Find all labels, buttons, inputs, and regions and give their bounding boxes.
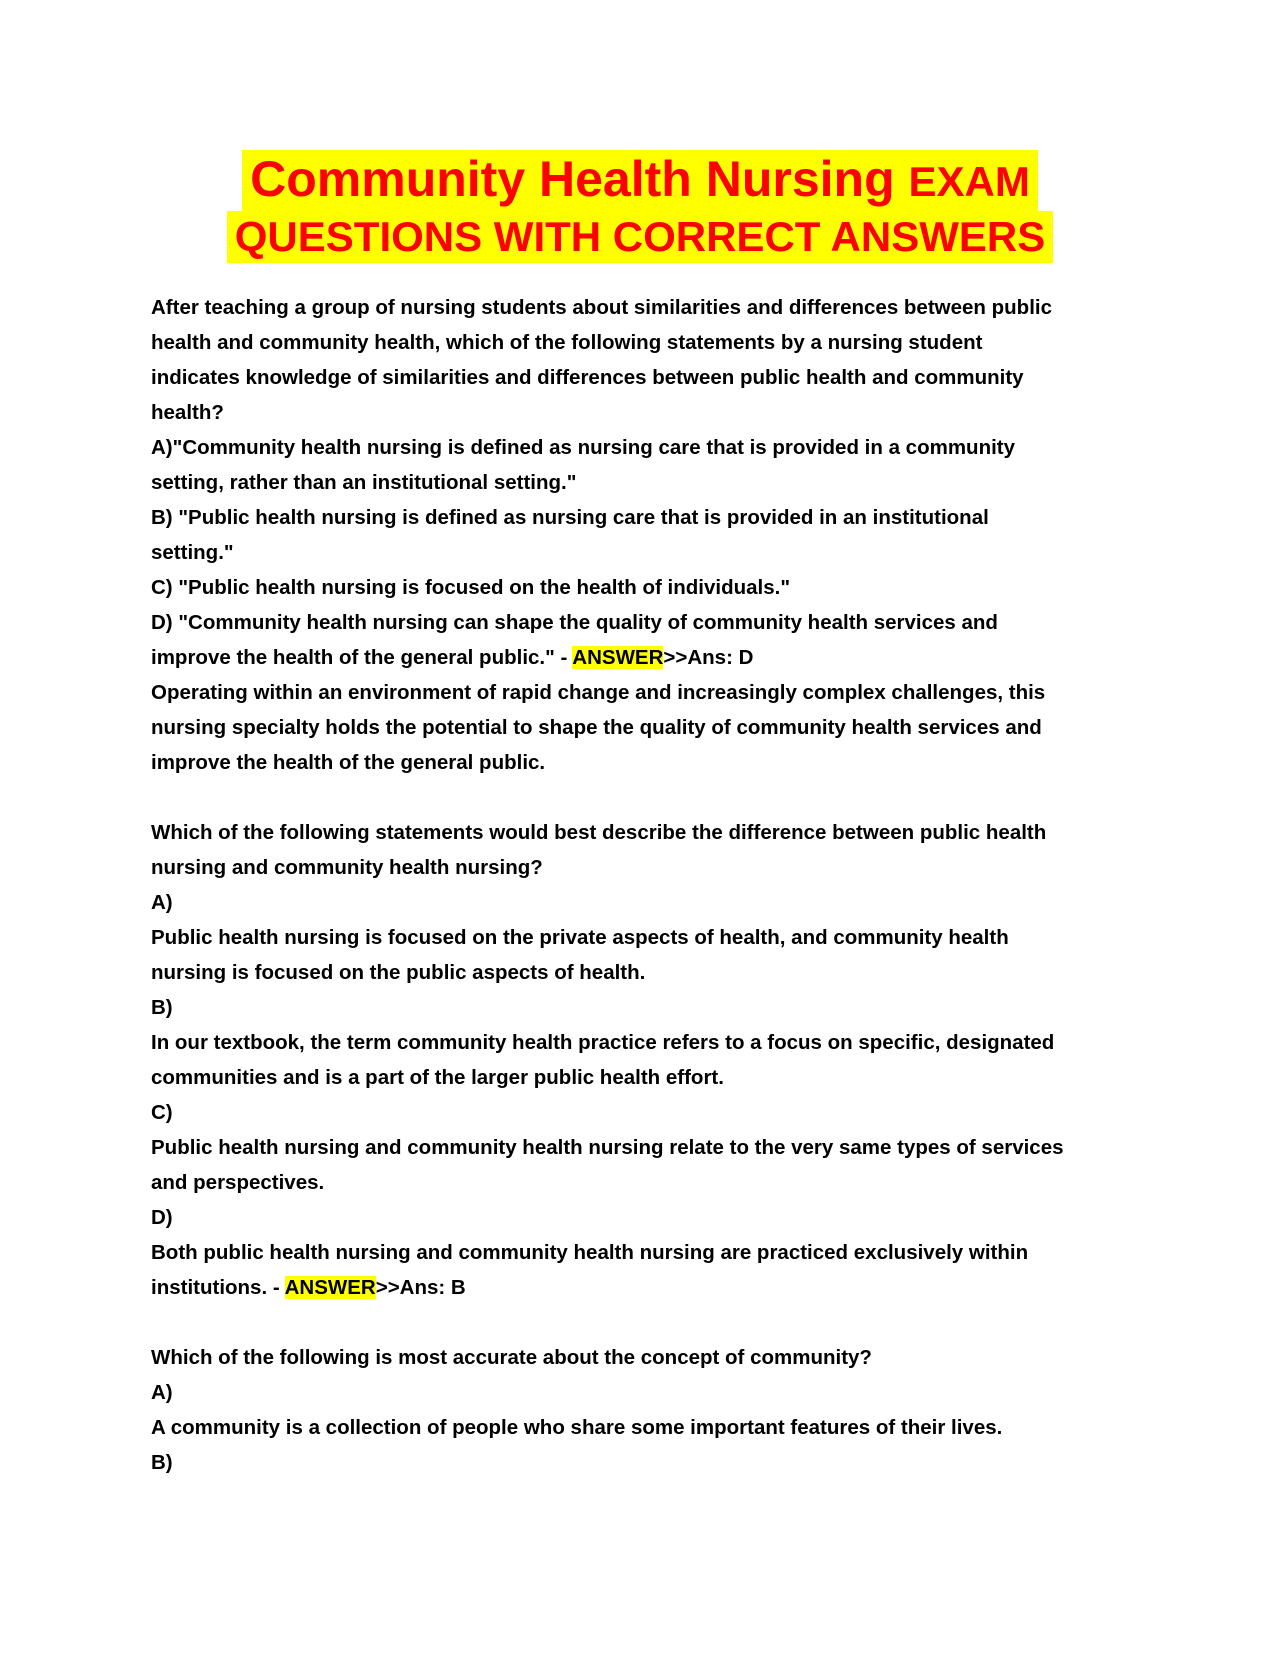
rationale-line: Operating within an environment of rapid change and increasingly complex challenges, this <box>151 681 1046 704</box>
question-block-2 <box>151 815 1141 1305</box>
rationale-line: nursing specialty holds the potential to shape the quality of community health services and <box>151 716 1042 739</box>
answer-value: >>Ans: B <box>375 1276 466 1299</box>
answer-value: >>Ans: D <box>663 646 754 669</box>
option-line: Public health nursing is focused on the private aspects of health, and community health <box>151 926 1009 949</box>
answer-prefix: improve the health of the general public." - <box>151 646 573 669</box>
answer-line <box>151 1270 1141 1305</box>
question-line: indicates knowledge of similarities and differences between public health and community <box>151 366 1024 389</box>
spacer <box>151 780 1141 815</box>
option-label: D) <box>151 1206 173 1229</box>
option-line: Both public health nursing and community health nursing are practiced exclusively within <box>151 1241 1029 1264</box>
option-line: setting." <box>151 541 234 564</box>
option-line: setting, rather than an institutional setting." <box>151 471 577 494</box>
answer-line <box>151 640 1141 675</box>
question-line: Which of the following is most accurate about the concept of community? <box>151 1346 872 1369</box>
answer-highlight: ANSWER <box>284 1276 376 1299</box>
question-line: After teaching a group of nursing students about similarities and differences between public <box>151 296 1052 319</box>
question-line: nursing and community health nursing? <box>151 856 543 879</box>
option-line: D) "Community health nursing can shape the quality of community health services and <box>151 611 998 634</box>
question-line: Which of the following statements would best describe the difference between public health <box>151 821 1047 844</box>
option-line: and perspectives. <box>151 1171 325 1194</box>
option-label: B) <box>151 1451 173 1474</box>
answer-prefix: institutions. - <box>151 1276 285 1299</box>
option-line: C) "Public health nursing is focused on the health of individuals." <box>151 576 791 599</box>
title-suffix: EXAM <box>908 158 1030 205</box>
option-label: B) <box>151 996 173 1019</box>
question-line: health? <box>151 401 224 424</box>
question-line: health and community health, which of the following statements by a nursing student <box>151 331 983 354</box>
document-body <box>151 290 1141 1480</box>
option-label: A) <box>151 891 173 914</box>
option-line: communities and is a part of the larger public health effort. <box>151 1066 724 1089</box>
answer-highlight: ANSWER <box>572 646 664 669</box>
option-line: Public health nursing and community health nursing relate to the very same types of services <box>151 1136 1064 1159</box>
option-line: B) "Public health nursing is defined as nursing care that is provided in an institutional <box>151 506 989 529</box>
question-block-3 <box>151 1340 1141 1480</box>
title-main: Community Health Nursing <box>250 151 895 207</box>
option-line: In our textbook, the term community health practice refers to a focus on specific, designated <box>151 1031 1055 1054</box>
title-line-2: QUESTIONS WITH CORRECT ANSWERS <box>227 211 1053 263</box>
rationale-line: improve the health of the general public. <box>151 751 546 774</box>
title-line-1 <box>242 150 1038 211</box>
option-line: A)"Community health nursing is defined as nursing care that is provided in a community <box>151 436 1016 459</box>
spacer <box>151 1305 1141 1340</box>
option-label: C) <box>151 1101 173 1124</box>
option-label: A) <box>151 1381 173 1404</box>
document-title <box>0 150 1280 263</box>
option-line: nursing is focused on the public aspects of health. <box>151 961 646 984</box>
option-line: A community is a collection of people who share some important features of their lives. <box>151 1416 1003 1439</box>
question-block-1 <box>151 290 1141 780</box>
